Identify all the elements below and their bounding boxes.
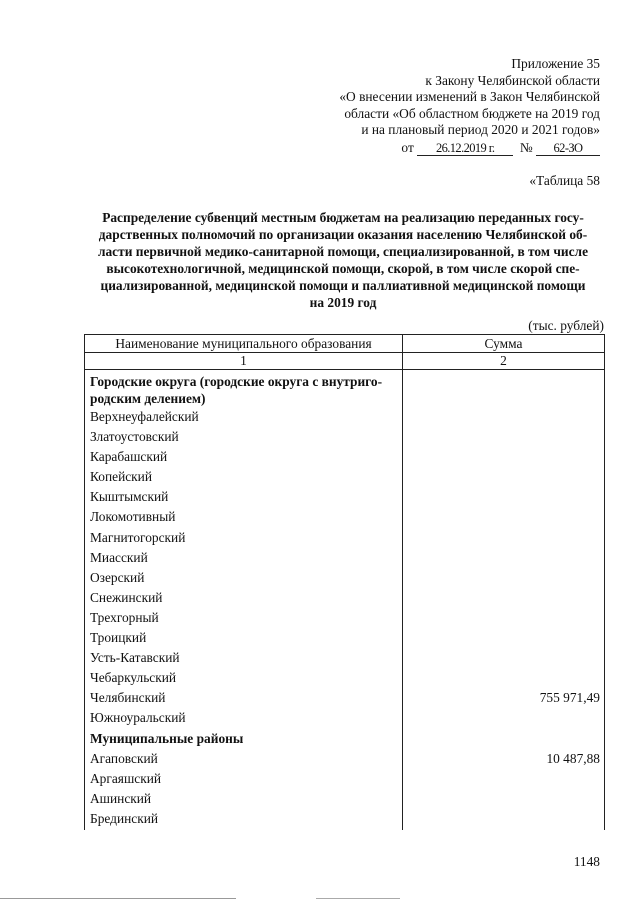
appendix-line: «О внесении изменений в Закон Челябинской <box>339 89 600 104</box>
row-name: Брединский <box>90 810 159 826</box>
number-prefix: № <box>519 139 533 155</box>
table-body <box>84 371 605 829</box>
title-line: на 2019 год <box>309 295 377 310</box>
page-number: 1148 <box>573 854 600 869</box>
table-row <box>84 809 605 829</box>
row-name: Муниципальные районы <box>90 730 244 746</box>
table-reference: «Таблица 58 <box>529 173 600 188</box>
law-date-number-line <box>280 140 600 157</box>
row-name <box>90 373 382 407</box>
row-amount: 10 487,88 <box>546 750 600 766</box>
table-row <box>84 608 605 628</box>
table-row <box>84 427 605 447</box>
table-row <box>84 467 605 487</box>
table-row <box>84 668 605 688</box>
title-line: циализированной, медицинской помощи и паллиативной медицинской помощи <box>100 278 586 293</box>
appendix-line: к Закону Челябинской области <box>425 72 600 88</box>
table-row <box>84 588 605 608</box>
row-name: Копейский <box>90 469 153 485</box>
table-row <box>84 487 605 507</box>
row-name: Челябинский <box>90 690 166 706</box>
date-prefix: от <box>401 139 414 155</box>
table-row <box>84 628 605 648</box>
title-line: дарственных полномочий по организации оказания населению Челябинской об- <box>98 227 588 242</box>
row-name: Трехгорный <box>90 609 159 625</box>
table-row <box>84 548 605 568</box>
title-line: ласти первичной медико-санитарной помощи, специализированной, в том числе <box>97 244 589 259</box>
row-name: Агаповский <box>90 750 158 766</box>
appendix-line: области «Об областном бюджете на 2019 год <box>344 105 600 121</box>
column-header-name: Наименование муниципального образования <box>115 336 372 351</box>
table-row <box>84 568 605 588</box>
table-row <box>84 507 605 527</box>
row-name: Карабашский <box>90 449 168 465</box>
table-row <box>84 708 605 728</box>
table-row-group <box>84 371 605 407</box>
appendix-header <box>280 56 600 156</box>
row-name-line: родским делением) <box>90 391 206 406</box>
row-amount: 755 971,49 <box>539 690 600 706</box>
row-name: Троицкий <box>90 630 147 646</box>
table-row <box>84 789 605 809</box>
row-name: Ашинский <box>90 790 152 806</box>
column-header-sum: Сумма <box>484 336 523 351</box>
table-row <box>84 769 605 789</box>
row-name: Аргаяшский <box>90 770 162 786</box>
row-name: Чебаркульский <box>90 670 177 686</box>
appendix-line: и на плановый период 2020 и 2021 годов» <box>361 122 600 137</box>
table-row <box>84 648 605 668</box>
row-name: Златоустовский <box>90 429 179 445</box>
table-row <box>84 688 605 708</box>
title-line: Распределение субвенций местным бюджетам на реализацию переданных госу- <box>102 210 584 225</box>
law-number: 62-ЗО <box>536 142 600 156</box>
document-title <box>84 209 602 311</box>
row-name: Локомотивный <box>90 509 176 525</box>
units-label: (тыс. рублей) <box>528 318 604 333</box>
row-name: Магнитогорский <box>90 529 186 545</box>
column-number-2: 2 <box>500 353 507 368</box>
appendix-line: Приложение 35 <box>511 56 600 71</box>
row-name: Верхнеуфалейский <box>90 409 199 424</box>
table-row-group <box>84 729 605 749</box>
title-line: высокотехнологичной, медицинской помощи, скорой, в том числе скорой спе- <box>106 261 580 276</box>
row-name: Кыштымский <box>90 489 169 505</box>
scan-line <box>0 898 236 899</box>
row-name: Миасский <box>90 549 148 565</box>
row-name: Озерский <box>90 569 145 585</box>
scan-line <box>316 898 400 899</box>
law-date: 26.12.2019 г. <box>417 142 513 156</box>
column-number-1: 1 <box>240 353 247 368</box>
table-row <box>84 407 605 427</box>
table-row <box>84 528 605 548</box>
table-number-divider <box>84 369 605 370</box>
row-name: Усть-Катавский <box>90 650 180 666</box>
table-row <box>84 447 605 467</box>
distribution-table <box>84 334 605 830</box>
row-name: Южноуральский <box>90 710 186 726</box>
table-row <box>84 749 605 769</box>
row-name: Снежинский <box>90 589 163 605</box>
row-name-line: Городские округа (городские округа с внутриго- <box>90 374 383 389</box>
scan-edge-marks <box>0 893 640 905</box>
